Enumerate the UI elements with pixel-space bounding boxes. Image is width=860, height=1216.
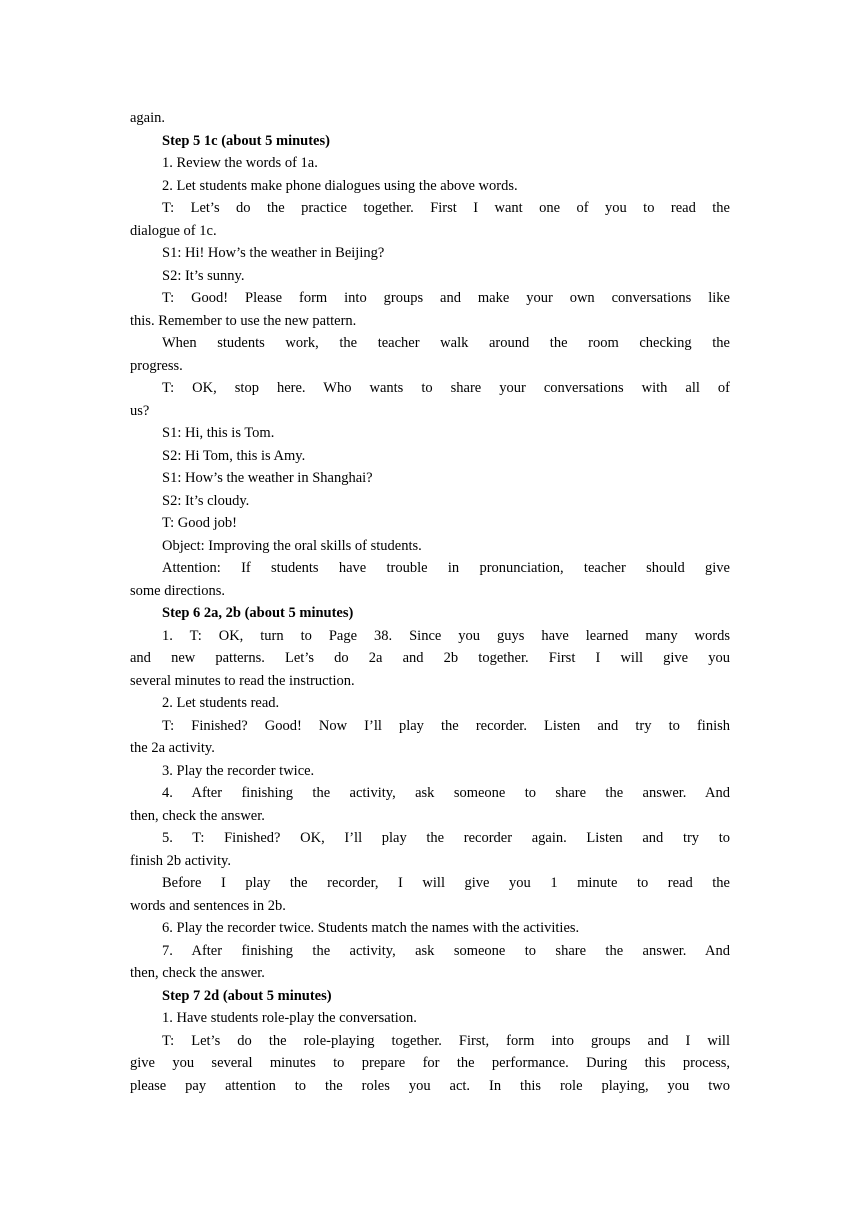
text-line: 1. T: OK, turn to Page 38. Since you guys have learned many words bbox=[162, 627, 730, 644]
text-line: S2: It’s sunny. bbox=[162, 267, 245, 284]
text-line: S1: Hi, this is Tom. bbox=[162, 425, 275, 441]
text-line: us? bbox=[130, 402, 150, 419]
text-line: then, check the answer. bbox=[130, 965, 265, 981]
text-line: this. Remember to use the new pattern. bbox=[130, 312, 357, 329]
text-line: 7. After finishing the activity, ask someone to share the answer. And bbox=[162, 942, 730, 959]
text-line: 6. Play the recorder twice. Students match the names with the activities. bbox=[162, 920, 580, 936]
text-line: 2. Let students make phone dialogues using the above words. bbox=[162, 177, 518, 194]
text-line: When students work, the teacher walk around the room checking the bbox=[162, 335, 730, 351]
text-line: S2: Hi Tom, this is Amy. bbox=[162, 447, 306, 464]
text-line: Object: Improving the oral skills of students. bbox=[162, 537, 422, 554]
text-line: T: Good! Please form into groups and make your own conversations like bbox=[162, 290, 730, 306]
text-line: S2: It’s cloudy. bbox=[162, 492, 250, 509]
text-line: progress. bbox=[130, 357, 183, 374]
text-line: words and sentences in 2b. bbox=[130, 897, 286, 914]
text-line: S1: How’s the weather in Shanghai? bbox=[162, 470, 373, 486]
text-line: T: Good job! bbox=[162, 515, 237, 531]
text-line: T: Let’s do the role-playing together. First, form into groups and I will bbox=[162, 1032, 730, 1049]
text-line: T: Let’s do the practice together. First I want one of you to read the bbox=[162, 200, 730, 216]
text-line: and new patterns. Let’s do 2a and 2b together. First I will give you bbox=[130, 650, 730, 666]
step-heading: Step 7 2d (about 5 minutes) bbox=[162, 987, 332, 1004]
text-line: 5. T: Finished? OK, I’ll play the recorder again. Listen and try to bbox=[162, 830, 730, 846]
text-line: T: OK, stop here. Who wants to share your conversations with all of bbox=[162, 380, 730, 396]
text-line: T: Finished? Good! Now I’ll play the recorder. Listen and try to finish bbox=[162, 717, 730, 734]
text-line: the 2a activity. bbox=[130, 740, 215, 756]
text-line: give you several minutes to prepare for the performance. During this process, bbox=[130, 1055, 730, 1071]
text-line: S1: Hi! How’s the weather in Beijing? bbox=[162, 245, 385, 261]
text-line: 3. Play the recorder twice. bbox=[162, 762, 315, 779]
text-line: dialogue of 1c. bbox=[130, 222, 217, 239]
text-line: Attention: If students have trouble in pronunciation, teacher should give bbox=[162, 560, 730, 576]
text-line: 2. Let students read. bbox=[162, 695, 280, 711]
text-line: again. bbox=[130, 110, 166, 126]
text-line: then, check the answer. bbox=[130, 807, 265, 824]
step-heading: Step 5 1c (about 5 minutes) bbox=[162, 132, 330, 149]
text-line: some directions. bbox=[130, 582, 226, 599]
text-line: 1. Have students role-play the conversation. bbox=[162, 1010, 417, 1026]
text-line: finish 2b activity. bbox=[130, 852, 231, 869]
text-line: please pay attention to the roles you act. In this role playing, you two bbox=[130, 1077, 730, 1094]
text-line: several minutes to read the instruction. bbox=[130, 672, 355, 689]
text-line: 4. After finishing the activity, ask someone to share the answer. And bbox=[162, 785, 730, 801]
step-heading: Step 6 2a, 2b (about 5 minutes) bbox=[162, 605, 354, 621]
document-body bbox=[130, 107, 730, 1097]
text-line: Before I play the recorder, I will give you 1 minute to read the bbox=[162, 875, 730, 891]
text-line: 1. Review the words of 1a. bbox=[162, 155, 318, 171]
